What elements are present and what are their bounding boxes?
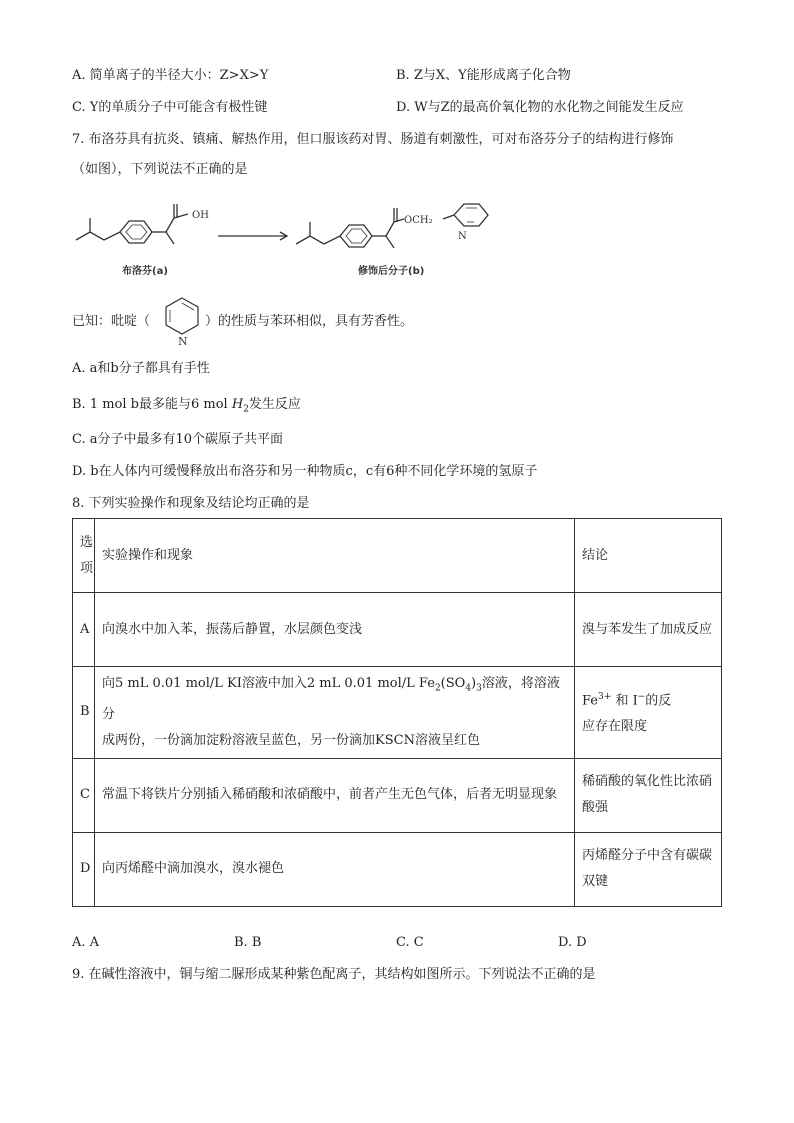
ibuprofen-structure-figure [70,192,510,284]
och2-label: OCH₂ [404,215,433,226]
pyridine-n: N [178,335,188,348]
iodide-symbol: 和 I [615,693,638,709]
row-label: A [73,593,95,667]
isobutyl-chain-b [296,236,324,244]
q8-answer-b: B. B [234,935,262,950]
table-row [73,758,722,832]
row-b-concl-suffix: 的反 [645,693,672,709]
header-option: 选项 [73,519,95,593]
q8-stem: 8. 下列实验操作和现象及结论均正确的是 [72,496,310,511]
row-conclusion: 溴与苯发生了加成反应 [575,593,722,667]
oh-label: OH [192,210,209,221]
row-b-op-part3: 成两份，一份滴加淀粉溶液呈蓝色，另一份滴加KSCN溶液呈红色 [102,732,480,748]
close-paren: ) [471,676,477,691]
row-conclusion: 稀硝酸的氧化性比浓硝酸强 [575,758,722,832]
table-row [73,832,722,906]
row-b-op-part1: 向5 mL 0.01 mol/L KI溶液中加入2 mL 0.01 mol/L [102,676,419,691]
fe-subscript: 2 [434,683,441,694]
h2-symbol: H [231,397,244,412]
q7-option-d: D. b在人体内可缓慢释放出布洛芬和另一种物质c，c有6种不同化学环境的氢原子 [72,464,538,479]
pyridine-n-label: N [458,231,467,242]
caption-ibuprofen: 布洛芬(a) [122,266,168,277]
q9-stem: 9. 在碱性溶液中，铜与缩二脲形成某种紫色配离子，其结构如图所示。下列说法不正确的是 [72,967,596,982]
q7-option-a: A. a和b分子都具有手性 [72,361,210,376]
isobutyl-chain-a [76,232,104,240]
so4-symbol: (SO [440,676,466,691]
row-conclusion [575,667,722,759]
q6-option-d: D. W与Z的最高价氧化物的水化物之间能发生反应 [396,100,684,115]
q7-known-suffix: ）的性质与苯环相似，具有芳香性。 [205,314,414,329]
header-conclusion: 结论 [575,519,722,593]
experiment-table [72,518,722,907]
row-operation: 向溴水中加入苯，振荡后静置，水层颜色变浅 [95,593,575,667]
q8-answer-c: C. C [396,935,424,950]
row-label: C [73,758,95,832]
q6-option-c: C. Y的单质分子中可能含有极性键 [72,100,268,115]
fe-symbol: Fe [418,676,435,691]
q7-known-prefix: 已知：吡啶（ [72,314,151,329]
row-conclusion: 丙烯醛分子中含有碳碳双键 [575,832,722,906]
table-header-row [73,519,722,593]
caption-modified: 修饰后分子(b) [358,266,425,277]
row-label: B [73,667,95,759]
row-operation [95,667,575,759]
fe3-charge: 3+ [598,692,612,703]
q7-stem-line2: （如图），下列说法不正确的是 [72,162,248,177]
row-operation: 向丙烯醛中滴加溴水，溴水褪色 [95,832,575,906]
row-label: D [73,832,95,906]
header-operation: 实验操作和现象 [95,519,575,593]
iodide-charge: − [637,692,646,703]
q6-option-b: B. Z与X、Y能形成离子化合物 [396,68,571,83]
pyridine-ring-b [454,204,488,226]
q7-option-b [72,396,301,419]
q7-stem-line1: 7. 布洛芬具有抗炎、镇痛、解热作用，但口服该药对胃、肠道有刺激性，可对布洛芬分子的结构进行修饰 [72,132,674,147]
row-b-op-part2: 溶液，将溶液分 [102,676,560,722]
q7-option-b-prefix: B. 1 mol b最多能与6 mol [72,397,232,412]
q7-option-c: C. a分子中最多有10个碳原子共平面 [72,432,284,447]
h2-subscript: 2 [243,404,249,415]
table-row [73,667,722,759]
paren-subscript: 3 [476,683,482,694]
fe3-symbol: Fe [582,693,599,709]
pyridine-icon [160,294,204,348]
so4-subscript: 4 [465,683,472,694]
row-b-concl-line2: 应存在限度 [582,719,648,735]
row-operation: 常温下将铁片分别插入稀硝酸和浓硝酸中，前者产生无色气体，后者无明显现象 [95,758,575,832]
q8-answer-a: A. A [72,935,100,950]
table-row [73,593,722,667]
q7-option-b-suffix: 发生反应 [248,397,301,412]
q8-answer-d: D. D [558,935,587,950]
q6-option-a: A. 简单离子的半径大小：Z>X>Y [72,68,269,83]
